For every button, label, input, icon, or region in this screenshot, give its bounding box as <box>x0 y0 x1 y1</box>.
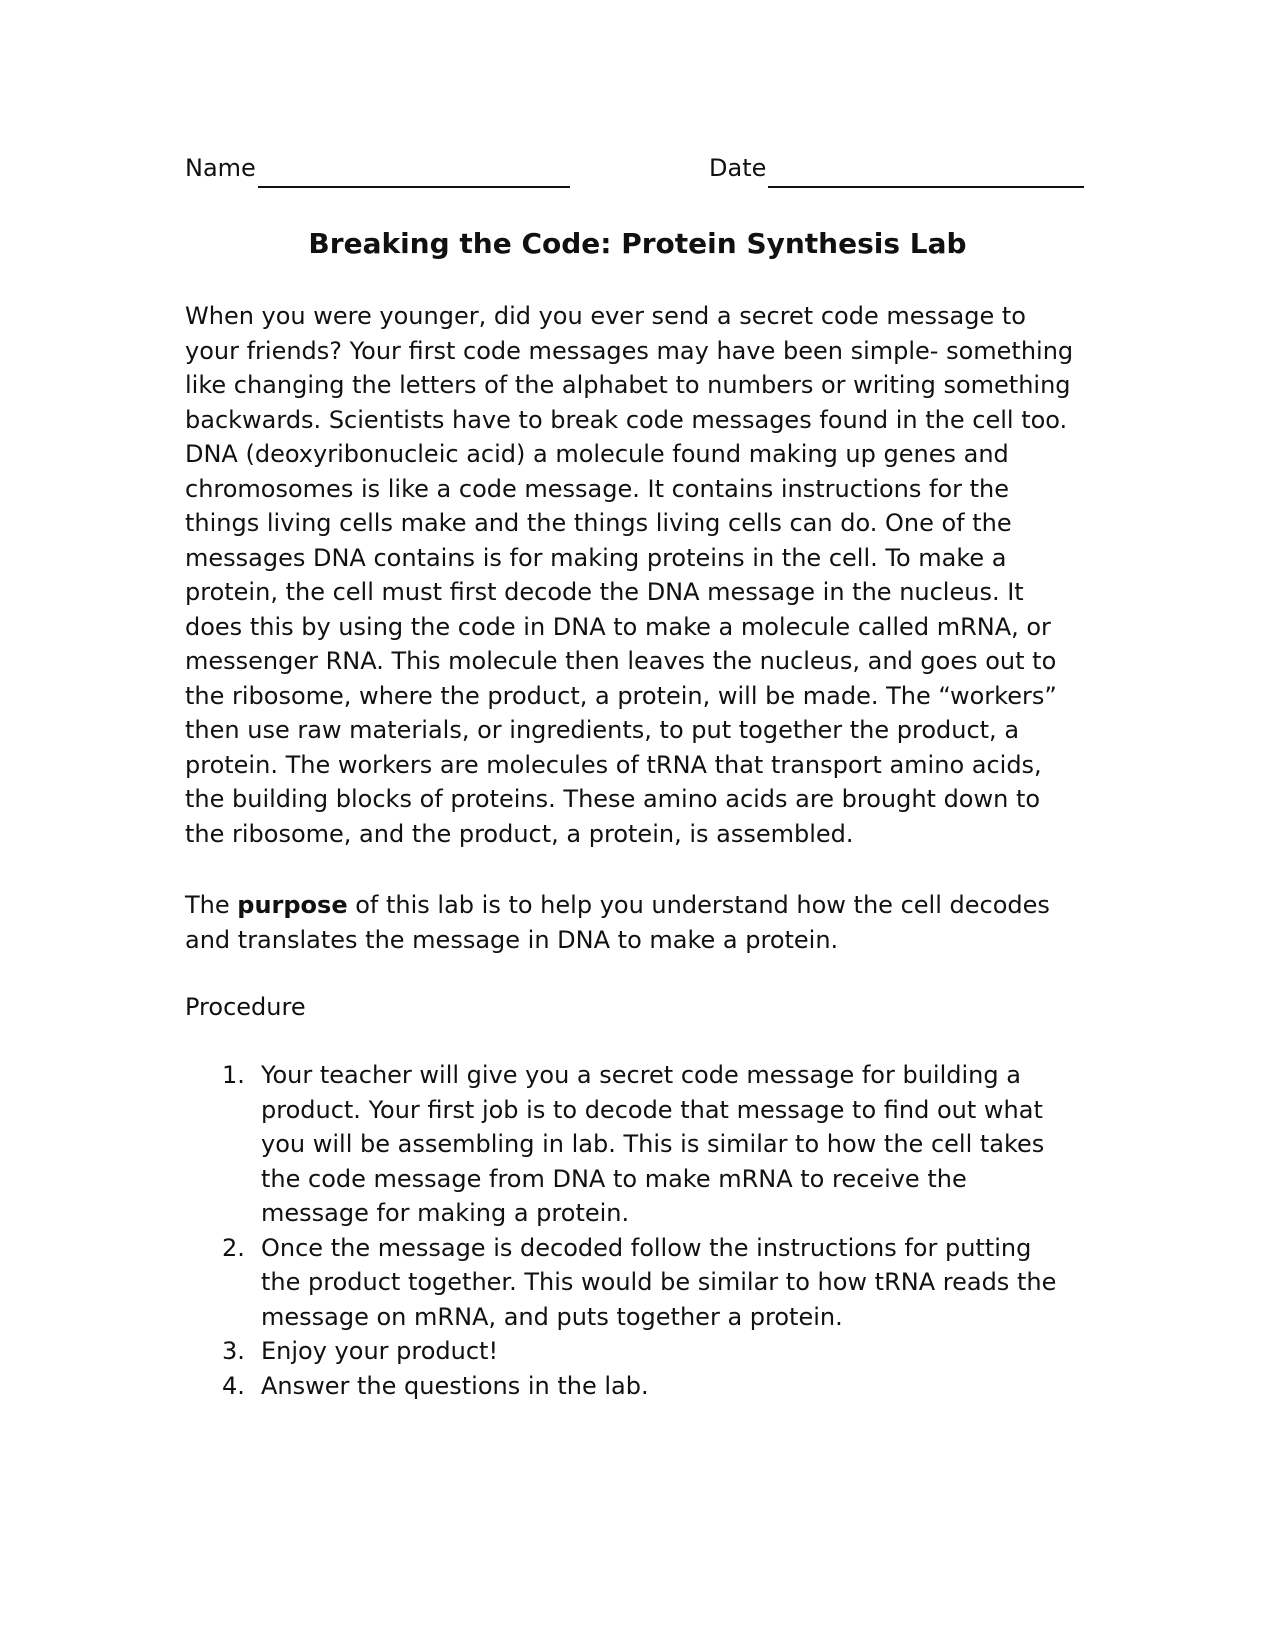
purpose-prefix: The <box>185 891 238 919</box>
step-text: Enjoy your product! <box>261 1337 499 1365</box>
step-text: Answer the questions in the lab. <box>261 1371 649 1400</box>
procedure-list <box>185 1058 1075 1403</box>
purpose-bold-word: purpose <box>237 891 348 919</box>
date-label: Date <box>709 154 767 182</box>
purpose-suffix: of this lab is to help you understand how the cell decodes and translates the message in DNA to make a protein. <box>185 891 1050 954</box>
page-title: Breaking the Code: Protein Synthesis Lab <box>308 227 967 260</box>
step-number: 1. <box>222 1061 245 1089</box>
date-field <box>709 148 1084 188</box>
name-date-row <box>185 148 1075 188</box>
date-blank-line <box>768 154 1084 188</box>
purpose-paragraph <box>185 888 1075 957</box>
procedure-heading: Procedure <box>185 993 306 1021</box>
name-field <box>185 148 570 188</box>
step-text: Your teacher will give you a secret code message for building a product. Your first job is to decode that message to find out what you will be assembling in lab. This is similar to how the cell takes the code message from DNA to make mRNA to receive the message for making a protein. <box>261 1061 1045 1227</box>
step-number: 4. <box>222 1371 245 1400</box>
procedure-step <box>185 1058 1075 1231</box>
procedure-step <box>185 1231 1075 1335</box>
step-text: Once the message is decoded follow the instructions for putting the product together. This would be similar to how tRNA reads the message on mRNA, and puts together a protein. <box>261 1233 1057 1331</box>
procedure-step <box>185 1369 1075 1404</box>
step-number: 2. <box>222 1233 245 1262</box>
step-number: 3. <box>222 1337 245 1365</box>
intro-paragraph: When you were younger, did you ever send a secret code message to your friends? Your first code messages may have been simple- something like changing the letters of the alphabet to numbers or writing something backwards. Scientists have to break code messages found in the cell too. DNA (deoxyribonucleic acid) a molecule found making up genes and chromosomes is like a code message. It contains instructions for the things living cells make and the things living cells can do. One of the messages DNA contains is for making proteins in the cell. To make a protein, the cell must first decode the DNA message in the nucleus. It does this by using the code in DNA to make a molecule called mRNA, or messenger RNA. This molecule then leaves the nucleus, and goes out to the ribosome, where the product, a protein, will be made. The “workers” then use raw materials, or ingredients, to put together the product, a protein. The workers are molecules of tRNA that transport amino acids, the building blocks of proteins. These amino acids are brought down to the ribosome, and the product, a protein, is assembled. <box>185 302 1074 848</box>
name-label: Name <box>185 154 256 182</box>
name-blank-line <box>258 154 570 188</box>
procedure-step <box>185 1334 1075 1369</box>
